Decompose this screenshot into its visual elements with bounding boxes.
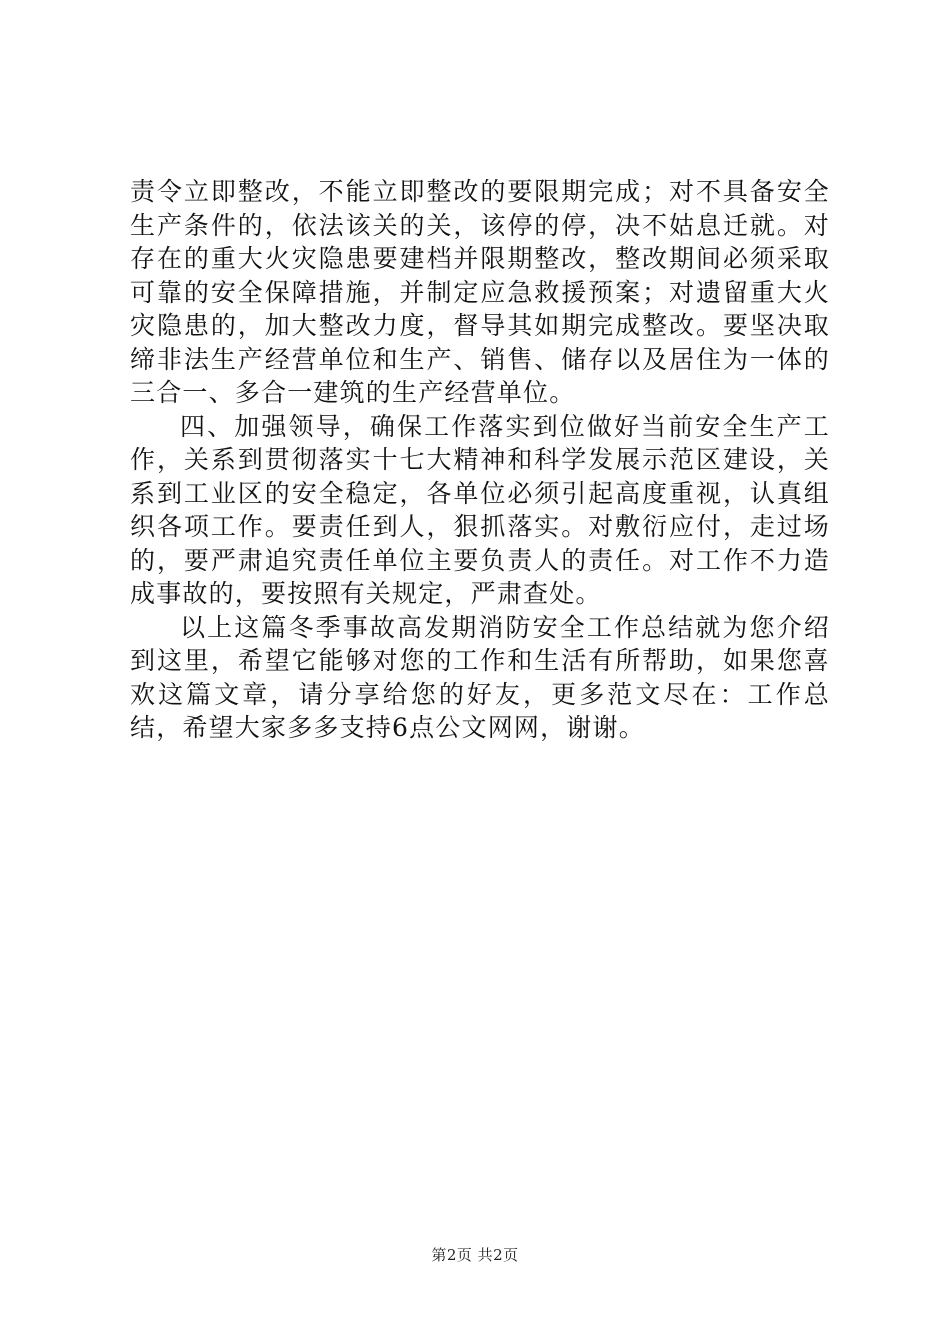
paragraph-1: 责令立即整改，不能立即整改的要限期完成；对不具备安全生产条件的，依法该关的关，该停的停，决不姑息迁就。对存在的重大火灾隐患要建档并限期整改，整改期间必须采取可靠的安全保障措施，并制定应急救援预案；对遗留重大火灾隐患的，加大整改力度，督导其如期完成整改。要坚决取缔非法生产经营单位和生产、销售、储存以及居住为一体的三合一、多合一建筑的生产经营单位。 <box>130 177 830 407</box>
page-number-footer: 第2页 共2页 <box>431 1246 519 1264</box>
paragraph-3: 以上这篇冬季事故高发期消防安全工作总结就为您介绍到这里，希望它能够对您的工作和生活有所帮助，如果您喜欢这篇文章，请分享给您的好友，更多范文尽在：工作总结，希望大家多多支持6点公文网网，谢谢。 <box>130 612 830 742</box>
paragraph-2: 四、加强领导，确保工作落实到位做好当前安全生产工作，关系到贯彻落实十七大精神和科学发展示范区建设，关系到工业区的安全稳定，各单位必须引起高度重视，认真组织各项工作。要责任到人，狠抓落实。对敷衍应付，走过场的，要严肃追究责任单位主要负责人的责任。对工作不力造成事故的，要按照有关规定，严肃查处。 <box>130 411 830 608</box>
document-body <box>130 175 830 745</box>
